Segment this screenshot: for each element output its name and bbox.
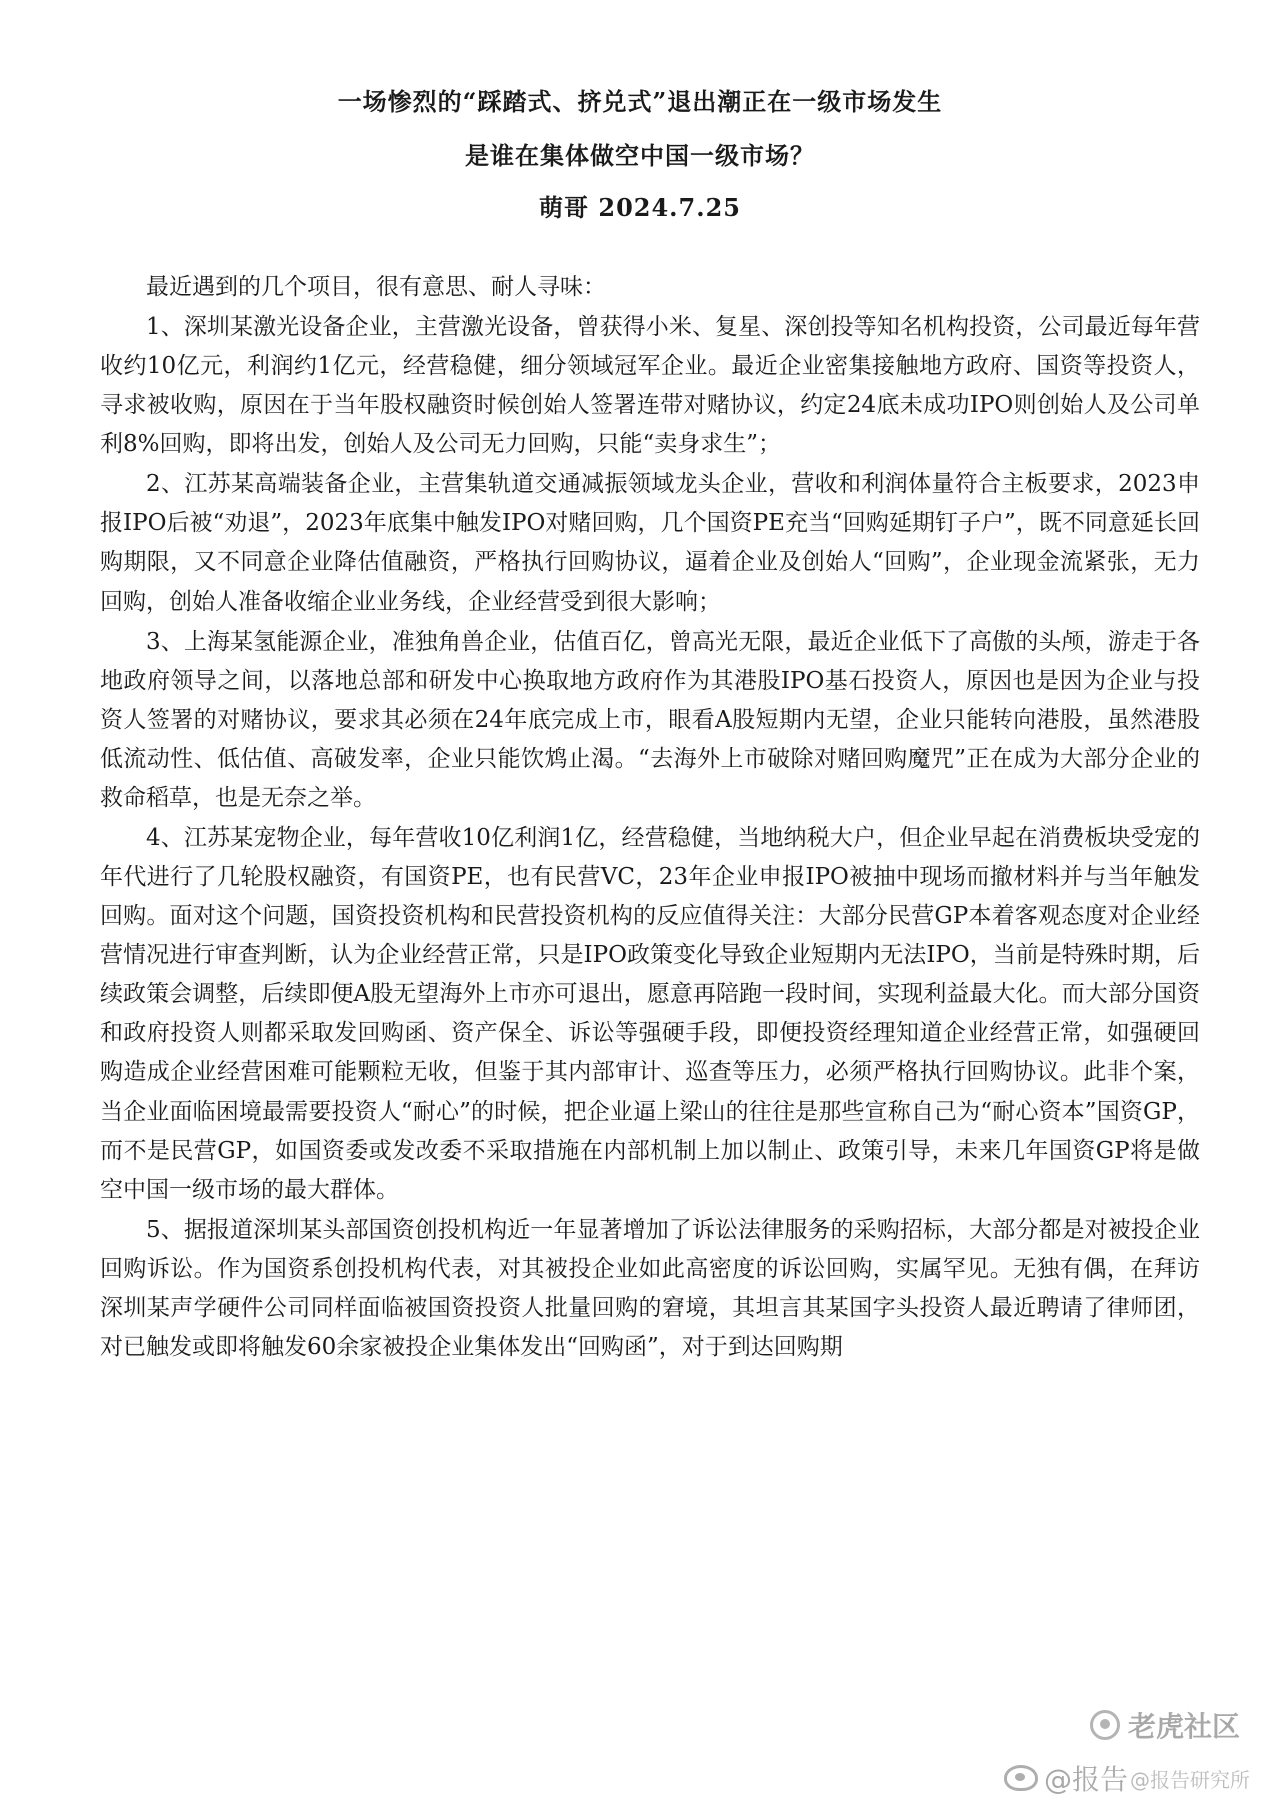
weibo-watermark	[1004, 1758, 1250, 1798]
paragraph-item-3: 3、上海某氢能源企业，准独角兽企业，估值百亿，曾高光无限，最近企业低下了高傲的头颅，游走于各地政府领导之间，以落地总部和研发中心换取地方政府作为其港股IPO基石投资人，原因也是因为企业与投资人签署的对赌协议，要求其必须在24年底完成上市，眼看A股短期内无望，企业只能转向港股，虽然港股低流动性、低估值、高破发率，企业只能饮鸩止渴。“去海外上市破除对赌回购魔咒”正在成为大部分企业的救命稻草，也是无奈之举。	[100, 628, 1200, 811]
document-title: 一场惨烈的“踩踏式、挤兑式”退出潮正在一级市场发生	[337, 87, 943, 116]
paragraph-item-5: 5、据报道深圳某头部国资创投机构近一年显著增加了诉讼法律服务的采购招标，大部分都是对被投企业回购诉讼。作为国资系创投机构代表，对其被投企业如此高密度的诉讼回购，实属罕见。无独有偶，在拜访深圳某声学硬件公司同样面临被国资投资人批量回购的窘境，其坦言其某国字头投资人最近聘请了律师团，对已触发或即将触发60余家被投企业集体发出“回购函”，对于到达回购期	[100, 1216, 1200, 1360]
document-body	[100, 268, 1200, 1368]
paragraph-item-1: 1、深圳某激光设备企业，主营激光设备，曾获得小米、复星、深创投等知名机构投资，公司最近每年营收约10亿元，利润约1亿元，经营稳健，细分领域冠军企业。最近企业密集接触地方政府、国资等投资人，寻求被收购，原因在于当年股权融资时候创始人签署连带对赌协议，约定24底未成功IPO则创始人及公司单利8%回购，即将出发，创始人及公司无力回购，只能“卖身求生”；	[100, 313, 1200, 458]
paragraph-item-2: 2、江苏某高端装备企业，主营集轨道交通减振领域龙头企业，营收和利润体量符合主板要求，2023申报IPO后被“劝退”，2023年底集中触发IPO对赌回购，几个国资PE充当“回购延期钉子户”，既不同意延长回购期限，又不同意企业降估值融资，严格执行回购协议，逼着企业及创始人“回购”，企业现金流紧张，无力回购，创始人准备收缩企业业务线，企业经营受到很大影响；	[100, 471, 1200, 615]
document-byline: 萌哥 2024.7.25	[539, 193, 741, 222]
tiger-logo-icon	[1090, 1710, 1120, 1740]
paragraph-intro: 最近遇到的几个项目，很有意思、耐人寻味：	[146, 274, 606, 300]
community-watermark	[1090, 1705, 1240, 1745]
weibo-logo-icon	[1004, 1765, 1038, 1791]
weibo-watermark-overlay: @报告研究所	[1130, 1767, 1250, 1792]
community-watermark-text: 老虎社区	[1127, 1710, 1240, 1743]
document-subtitle: 是谁在集体做空中国一级市场？	[465, 141, 815, 170]
paragraph-item-4: 4、江苏某宠物企业，每年营收10亿利润1亿，经营稳健，当地纳税大户，但企业早起在消费板块受宠的年代进行了几轮股权融资，有国资PE，也有民营VC，23年企业申报IPO被抽中现场而撤材料并与当年触发回购。面对这个问题，国资投资机构和民营投资机构的反应值得关注：大部分民营GP本着客观态度对企业经营情况进行审查判断，认为企业经营正常，只是IPO政策变化导致企业短期内无法IPO，当前是特殊时期，后续政策会调整，后续即便A股无望海外上市亦可退出，愿意再陪跑一段时间，实现利益最大化。而大部分国资和政府投资人则都采取发回购函、资产保全、诉讼等强硬手段，即便投资经理知道企业经营正常，如强硬回购造成企业经营困难可能颗粒无收，但鉴于其内部审计、巡查等压力，必须严格执行回购协议。此非个案，当企业面临困境最需要投资人“耐心”的时候，把企业逼上梁山的往往是那些宣称自己为“耐心资本”国资GP，而不是民营GP，如国资委或发改委不采取措施在内部机制上加以制止、政策引导，未来几年国资GP将是做空中国一级市场的最大群体。	[100, 824, 1200, 1203]
weibo-watermark-text: @报告	[1043, 1763, 1128, 1796]
